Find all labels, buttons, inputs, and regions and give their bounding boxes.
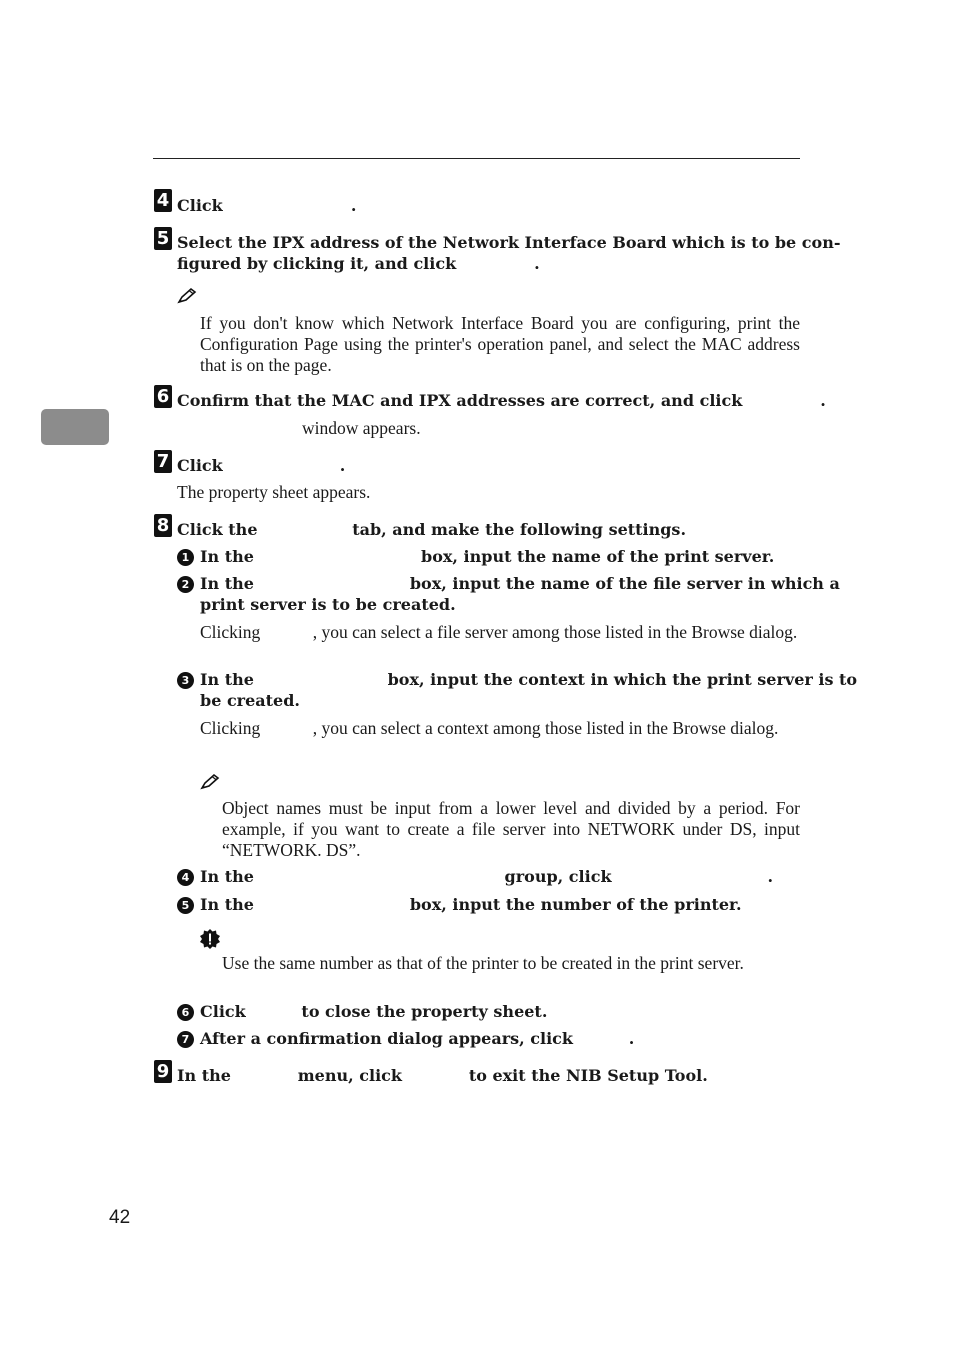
substep-6-text: Click to close the property sheet. <box>200 1002 548 1021</box>
step-5-line2: figured by clicking it, and click . <box>177 254 540 273</box>
substep-3-line2: be created. <box>200 691 300 710</box>
substep-5-text: In the box, input the number of the printer. <box>200 895 742 914</box>
substep-number: 4 <box>177 869 194 886</box>
step-number: 7 <box>154 450 172 473</box>
substep-number: 2 <box>177 576 194 593</box>
substep-2-line2: print server is to be created. <box>200 595 456 614</box>
substep-1-text: In the box, input the name of the print server. <box>200 547 775 566</box>
substep-2-body: Clicking , you can select a file server among those listed in the Browse dialog. <box>200 622 798 642</box>
pencil-note-icon <box>177 287 197 305</box>
important-icon <box>200 929 220 949</box>
substep-7-text: After a confirmation dialog appears, click . <box>200 1029 635 1048</box>
step-5-line1: Select the IPX address of the Network Interface Board which is to be con- <box>177 233 841 252</box>
page-number: 42 <box>109 1207 131 1228</box>
substep-3-body: Clicking , you can select a context among those listed in the Browse dialog. <box>200 718 779 738</box>
step-4-text: Click . <box>177 196 357 215</box>
substep-number: 7 <box>177 1031 194 1048</box>
substep-2-line1: In the box, input the name of the file server in which a <box>200 574 840 593</box>
important-text: Use the same number as that of the printer to be created in the print server. <box>222 953 744 973</box>
substep-number: 3 <box>177 672 194 689</box>
step-9-text: In the menu, click to exit the NIB Setup Tool. <box>177 1066 708 1085</box>
step-7-text: Click . <box>177 456 346 475</box>
step-6-result: window appears. <box>302 418 421 438</box>
step-7-result: The property sheet appears. <box>177 482 371 502</box>
substep-number: 1 <box>177 549 194 566</box>
substep-number: 5 <box>177 897 194 914</box>
note-text: Object names must be input from a lower level and divided by a period. For example, if you want to create a file server into NETWORK under DS, input “NETWORK. DS”. <box>222 798 800 860</box>
step-number: 9 <box>154 1060 172 1083</box>
note-text: If you don't know which Network Interface Board you are configuring, print the Configuration Page using the printer's operation panel, and select the MAC address that is on the page. <box>200 313 800 375</box>
step-6-text: Confirm that the MAC and IPX addresses are correct, and click . <box>177 391 826 410</box>
step-number: 5 <box>154 227 172 250</box>
chapter-tab <box>41 409 109 445</box>
header-rule <box>153 158 800 159</box>
step-8-text: Click the tab, and make the following settings. <box>177 520 687 539</box>
pencil-note-icon <box>200 773 220 791</box>
substep-4-text: In the group, click . <box>200 867 774 886</box>
step-number: 8 <box>154 514 172 537</box>
step-number: 4 <box>154 189 172 212</box>
step-number: 6 <box>154 385 172 408</box>
substep-number: 6 <box>177 1004 194 1021</box>
substep-3-line1: In the box, input the context in which the print server is to <box>200 670 858 689</box>
